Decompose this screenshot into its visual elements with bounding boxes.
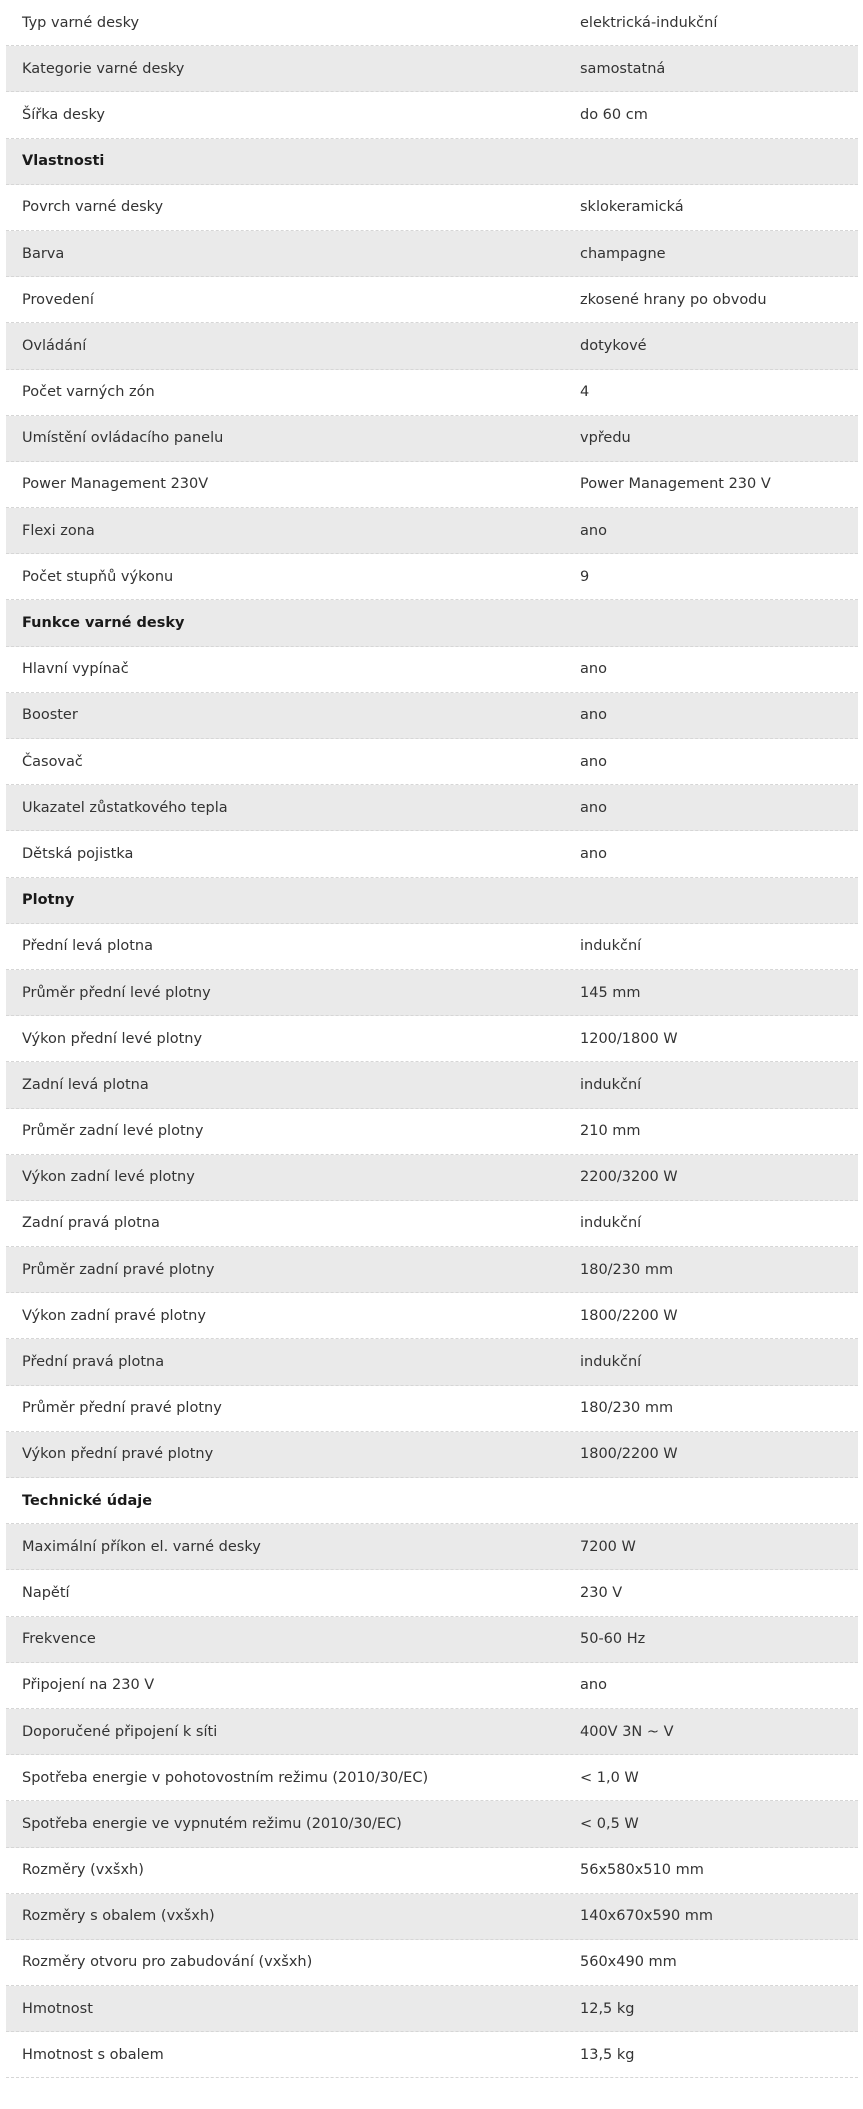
spec-row bbox=[6, 1755, 858, 1801]
spec-value: ano bbox=[580, 707, 607, 724]
spec-value: 12,5 kg bbox=[580, 2000, 635, 2017]
section-heading: Plotny bbox=[22, 892, 75, 909]
section-heading-row bbox=[6, 1478, 858, 1524]
spec-label: Spotřeba energie v pohotovostním režimu (2010/30/EC) bbox=[22, 1769, 429, 1786]
spec-label: Průměr zadní pravé plotny bbox=[22, 1261, 215, 1278]
spec-value: 7200 W bbox=[580, 1538, 636, 1555]
spec-value: 50-60 Hz bbox=[580, 1631, 646, 1648]
spec-label: Přední levá plotna bbox=[22, 938, 153, 955]
spec-value: 9 bbox=[580, 568, 590, 585]
spec-value: ano bbox=[580, 799, 607, 816]
spec-row bbox=[6, 785, 858, 831]
spec-label: Počet varných zón bbox=[22, 384, 155, 401]
section-heading-row bbox=[6, 139, 858, 185]
spec-value: do 60 cm bbox=[580, 106, 648, 123]
spec-row bbox=[6, 1386, 858, 1432]
spec-value: dotykové bbox=[580, 337, 647, 354]
spec-label: Rozměry otvoru pro zabudování (vxšxh) bbox=[22, 1954, 313, 1971]
spec-value: 56x580x510 mm bbox=[580, 1862, 704, 1879]
spec-row bbox=[6, 1848, 858, 1894]
spec-label: Dětská pojistka bbox=[22, 845, 134, 862]
spec-row bbox=[6, 1709, 858, 1755]
spec-label: Připojení na 230 V bbox=[22, 1677, 155, 1694]
specifications-table bbox=[6, 0, 858, 2078]
spec-value: indukční bbox=[580, 1076, 642, 1093]
spec-value: 13,5 kg bbox=[580, 2046, 635, 2063]
spec-label: Přední pravá plotna bbox=[22, 1354, 165, 1371]
spec-row bbox=[6, 554, 858, 600]
spec-row bbox=[6, 1524, 858, 1570]
spec-row bbox=[6, 46, 858, 92]
spec-value: zkosené hrany po obvodu bbox=[580, 291, 767, 308]
spec-value: 4 bbox=[580, 384, 590, 401]
spec-label: Hmotnost bbox=[22, 2000, 93, 2017]
spec-row bbox=[6, 0, 858, 46]
spec-label: Frekvence bbox=[22, 1631, 96, 1648]
spec-row bbox=[6, 416, 858, 462]
spec-label: Průměr zadní levé plotny bbox=[22, 1123, 204, 1140]
spec-row bbox=[6, 1016, 858, 1062]
spec-value: Power Management 230 V bbox=[580, 476, 771, 493]
spec-row bbox=[6, 924, 858, 970]
spec-row bbox=[6, 1570, 858, 1616]
spec-label: Maximální příkon el. varné desky bbox=[22, 1538, 261, 1555]
spec-label: Počet stupňů výkonu bbox=[22, 568, 174, 585]
spec-row bbox=[6, 739, 858, 785]
spec-label: Flexi zona bbox=[22, 522, 95, 539]
spec-label: Hlavní vypínač bbox=[22, 661, 129, 678]
spec-label: Provedení bbox=[22, 291, 94, 308]
spec-value: indukční bbox=[580, 938, 642, 955]
section-heading: Vlastnosti bbox=[22, 153, 105, 170]
spec-row bbox=[6, 970, 858, 1016]
spec-value: ano bbox=[580, 1677, 607, 1694]
spec-value: < 1,0 W bbox=[580, 1769, 639, 1786]
spec-row bbox=[6, 323, 858, 369]
spec-label: Barva bbox=[22, 245, 65, 262]
spec-value: champagne bbox=[580, 245, 666, 262]
spec-value: 400V 3N ~ V bbox=[580, 1723, 674, 1740]
spec-row bbox=[6, 1986, 858, 2032]
spec-label: Spotřeba energie ve vypnutém režimu (2010/30/EC) bbox=[22, 1815, 402, 1832]
spec-label: Hmotnost s obalem bbox=[22, 2046, 164, 2063]
spec-value: 230 V bbox=[580, 1584, 623, 1601]
spec-label: Ovládání bbox=[22, 337, 87, 354]
spec-row bbox=[6, 1155, 858, 1201]
spec-label: Výkon přední levé plotny bbox=[22, 1030, 203, 1047]
spec-label: Kategorie varné desky bbox=[22, 60, 185, 77]
spec-row bbox=[6, 1201, 858, 1247]
spec-value: 140x670x590 mm bbox=[580, 1908, 714, 1925]
spec-label: Výkon zadní pravé plotny bbox=[22, 1307, 206, 1324]
spec-value: ano bbox=[580, 753, 607, 770]
spec-label: Doporučené připojení k síti bbox=[22, 1723, 218, 1740]
spec-label: Rozměry s obalem (vxšxh) bbox=[22, 1908, 215, 1925]
spec-value: 1800/2200 W bbox=[580, 1446, 678, 1463]
spec-row bbox=[6, 2032, 858, 2078]
spec-label: Šířka desky bbox=[22, 106, 105, 123]
spec-value: 210 mm bbox=[580, 1123, 641, 1140]
spec-row bbox=[6, 1940, 858, 1986]
spec-row bbox=[6, 1339, 858, 1385]
spec-label: Výkon zadní levé plotny bbox=[22, 1169, 195, 1186]
spec-label: Zadní levá plotna bbox=[22, 1076, 149, 1093]
spec-value: 145 mm bbox=[580, 984, 641, 1001]
spec-value: 2200/3200 W bbox=[580, 1169, 678, 1186]
spec-row bbox=[6, 1432, 858, 1478]
spec-row bbox=[6, 185, 858, 231]
spec-value: vpředu bbox=[580, 430, 631, 447]
section-heading: Funkce varné desky bbox=[22, 615, 185, 632]
spec-row bbox=[6, 1247, 858, 1293]
spec-row bbox=[6, 647, 858, 693]
spec-row bbox=[6, 508, 858, 554]
spec-row bbox=[6, 370, 858, 416]
spec-label: Průměr přední pravé plotny bbox=[22, 1400, 222, 1417]
spec-value: ano bbox=[580, 522, 607, 539]
spec-label: Umístění ovládacího panelu bbox=[22, 430, 224, 447]
spec-row bbox=[6, 1801, 858, 1847]
spec-row bbox=[6, 1109, 858, 1155]
spec-value: ano bbox=[580, 661, 607, 678]
spec-label: Průměr přední levé plotny bbox=[22, 984, 211, 1001]
spec-label: Typ varné desky bbox=[22, 14, 140, 31]
spec-label: Časovač bbox=[22, 753, 83, 770]
spec-value: samostatná bbox=[580, 60, 666, 77]
spec-label: Výkon přední pravé plotny bbox=[22, 1446, 214, 1463]
spec-value: sklokeramická bbox=[580, 199, 684, 216]
spec-row bbox=[6, 1894, 858, 1940]
spec-row bbox=[6, 92, 858, 138]
spec-value: ano bbox=[580, 845, 607, 862]
spec-row bbox=[6, 1062, 858, 1108]
spec-label: Povrch varné desky bbox=[22, 199, 164, 216]
section-heading-row bbox=[6, 878, 858, 924]
spec-label: Napětí bbox=[22, 1584, 70, 1601]
spec-row bbox=[6, 462, 858, 508]
spec-value: indukční bbox=[580, 1215, 642, 1232]
spec-value: 1200/1800 W bbox=[580, 1030, 678, 1047]
spec-row bbox=[6, 277, 858, 323]
spec-label: Ukazatel zůstatkového tepla bbox=[22, 799, 228, 816]
spec-label: Power Management 230V bbox=[22, 476, 209, 493]
spec-row bbox=[6, 1293, 858, 1339]
spec-row bbox=[6, 693, 858, 739]
section-heading: Technické údaje bbox=[22, 1492, 153, 1509]
section-heading-row bbox=[6, 600, 858, 646]
spec-row bbox=[6, 831, 858, 877]
spec-value: indukční bbox=[580, 1354, 642, 1371]
spec-label: Zadní pravá plotna bbox=[22, 1215, 160, 1232]
spec-label: Booster bbox=[22, 707, 78, 724]
spec-row bbox=[6, 231, 858, 277]
spec-row bbox=[6, 1663, 858, 1709]
spec-value: 180/230 mm bbox=[580, 1261, 674, 1278]
spec-row bbox=[6, 1617, 858, 1663]
spec-label: Rozměry (vxšxh) bbox=[22, 1862, 144, 1879]
spec-value: 560x490 mm bbox=[580, 1954, 677, 1971]
spec-value: 180/230 mm bbox=[580, 1400, 674, 1417]
spec-value: elektrická-indukční bbox=[580, 14, 718, 31]
spec-value: < 0,5 W bbox=[580, 1815, 639, 1832]
spec-value: 1800/2200 W bbox=[580, 1307, 678, 1324]
